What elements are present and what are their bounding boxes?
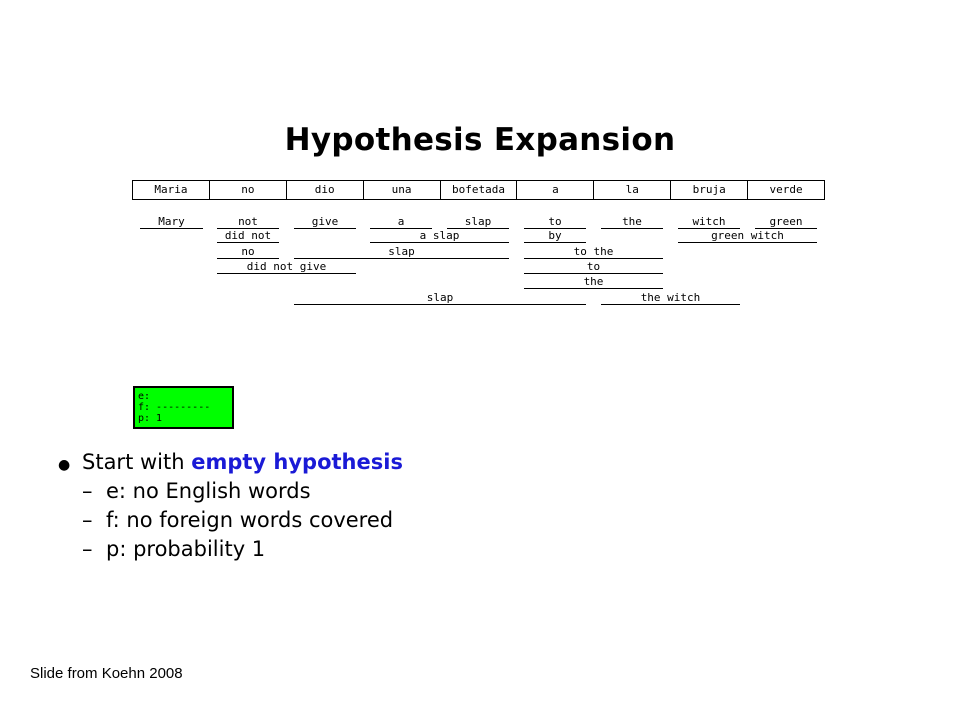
translation-option: by [524,230,586,243]
foreign-word: dio [287,181,364,199]
bullet-sub-text: p: probability 1 [106,537,266,561]
translation-option: the [524,276,663,289]
translation-option: green [755,216,817,229]
bullet-main [58,450,403,479]
foreign-word: bruja [671,181,748,199]
translation-option: did not [217,230,279,243]
hypothesis-f: f: --------- [138,402,211,413]
foreign-word: verde [769,183,803,196]
translation-option: green witch [678,230,817,243]
translation-option: did not give [217,261,356,274]
foreign-word: una [364,181,441,199]
empty-hypothesis-box [133,386,234,429]
translation-option: the witch [601,292,740,305]
bullet-main-prefix: Start with [82,450,192,474]
hypothesis-e: e: [138,391,151,402]
slide-credit: Slide from Koehn 2008 [30,665,183,682]
translation-option: witch [678,216,740,229]
bullet-main-text [82,450,403,474]
translation-option: slap [294,292,586,305]
foreign-word: Maria [133,181,210,199]
translation-option: not [217,216,279,229]
dash-icon: – [82,479,93,503]
foreign-word: no [210,181,287,199]
translation-option: the [601,216,663,229]
foreign-word: la [594,181,671,199]
bullet-sub-text: f: no foreign words covered [106,508,394,532]
bullet-dot-icon: ● [58,457,71,473]
dash-icon: – [82,508,93,532]
translation-option: Mary [140,216,203,229]
foreign-sentence [132,180,825,200]
translation-option: to [524,261,663,274]
bullet-sub [58,479,403,508]
bullet-sub-text: e: no English words [106,479,311,503]
bullet-sub [58,537,403,566]
translation-option: a [370,216,432,229]
bullet-list [58,450,403,566]
hypothesis-p: p: 1 [138,413,163,424]
foreign-word: a [517,181,594,199]
bullet-sub [58,508,403,537]
translation-option: to the [524,246,663,259]
slide-title: Hypothesis Expansion [284,122,676,158]
translation-option: to [524,216,586,229]
translation-option: a slap [370,230,509,243]
dash-icon: – [82,537,93,561]
bullet-main-highlight: empty hypothesis [191,450,403,474]
translation-option: no [217,246,279,259]
translation-option: slap [294,246,509,259]
translation-option: give [294,216,356,229]
foreign-word: bofetada [441,181,518,199]
translation-option: slap [447,216,509,229]
